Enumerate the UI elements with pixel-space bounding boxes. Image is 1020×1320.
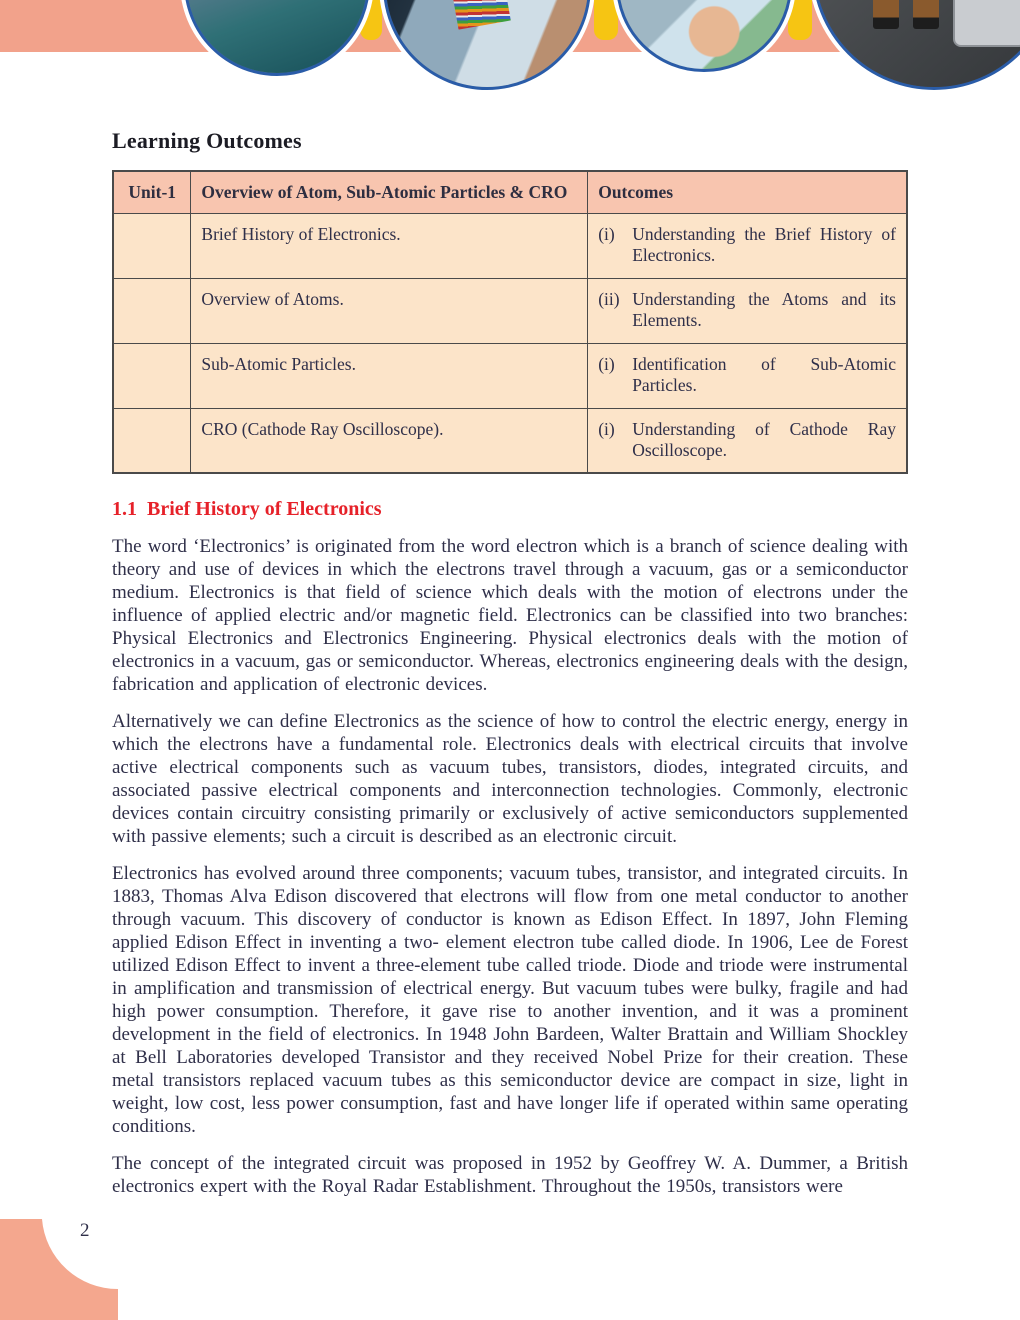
learning-outcomes-table — [112, 170, 908, 474]
yellow-ribbon-accent — [594, 0, 618, 40]
outcome-marker: (i) — [598, 223, 615, 244]
soldering-circuit-board-photo — [184, 0, 370, 76]
outcome-marker: (i) — [598, 418, 615, 439]
photo-content — [187, 0, 367, 73]
page-number: 2 — [80, 1220, 90, 1241]
table-row — [113, 408, 907, 473]
computer-pcb-testing-photo — [616, 0, 792, 72]
outcome-marker: (i) — [598, 353, 615, 374]
table-header-row — [113, 171, 907, 213]
cell-outcome — [588, 408, 907, 473]
cell-topic: Overview of Atoms. — [191, 278, 588, 343]
cell-unit — [113, 343, 191, 408]
table-row — [113, 278, 907, 343]
breadboard-jumper-wires-photo — [383, 0, 591, 90]
cell-unit — [113, 213, 191, 278]
header-cell-topic: Overview of Atom, Sub-Atomic Particles & CRO — [191, 171, 588, 213]
section-title: Brief History of Electronics — [147, 498, 382, 520]
multimeter — [953, 0, 1020, 47]
body-paragraph: The word ‘Electronics’ is originated from the word electron which is a branch of science dealing with theory and use of devices in which the electrons travel through a vacuum, gas or a semiconductor medium. Electronics is that field of science which deals with the motion of electrons under the influence of applied electric and/or magnetic field. Electronics can be classified into two branches: Physical Electronics and Electronics Engineering. Physical electronics deals with the motion of electronics in a vacuum, gas or semiconductor. Whereas, electronics engineering deals with the design, fabrication and application of electronic devices. — [112, 536, 908, 695]
outcome-text: Understanding the Brief History of Electronics. — [632, 223, 896, 265]
cell-outcome — [588, 213, 907, 278]
photo-content — [619, 0, 789, 69]
cell-topic: CRO (Cathode Ray Oscilloscope). — [191, 408, 588, 473]
body-paragraph: Alternatively we can define Electronics as the science of how to control the electric energy, energy in which the electrons have a fundamental role. Electronics deals with electrical circuits that involve active electrical components such as vacuum tubes, transistors, diodes, integrated circuits, and associated passive electrical components and interconnection technologies. Commonly, electronic devices contain circuitry consisting primarily or exclusively of active semiconductors supplemented with passive elements; such a circuit is described as an electronic circuit. — [112, 711, 908, 847]
outcome-text: Identification of Sub-Atomic Particles. — [632, 353, 896, 395]
cell-outcome — [588, 343, 907, 408]
cell-topic: Brief History of Electronics. — [191, 213, 588, 278]
header-cell-unit: Unit-1 — [113, 171, 191, 213]
outcome-marker: (ii) — [598, 288, 620, 309]
battery-9v — [873, 0, 899, 29]
outcome-text: Understanding of Cathode Ray Oscilloscope. — [632, 418, 896, 460]
cell-unit — [113, 278, 191, 343]
yellow-ribbon-accent — [788, 0, 812, 40]
section-heading — [112, 498, 908, 521]
table-row — [113, 213, 907, 278]
table-row — [113, 343, 907, 408]
header-cell-outcomes: Outcomes — [588, 171, 907, 213]
cell-outcome — [588, 278, 907, 343]
learning-outcomes-title: Learning Outcomes — [112, 128, 302, 153]
body-paragraph: The concept of the integrated circuit was proposed in 1952 by Geoffrey W. A. Dummer, a British electronics expert with the Royal Radar Establishment. Throughout the 1950s, transistors were — [112, 1153, 908, 1197]
battery-9v — [913, 0, 939, 29]
content-column — [112, 128, 908, 1198]
multimeter-batteries-photo — [812, 0, 1020, 90]
body-paragraph: Electronics has evolved around three components; vacuum tubes, transistor, and integrated circuits. In 1883, Thomas Alva Edison discovered that electrons will flow from one metal conductor to another through vacuum. This discovery of conductor is known as Edison Effect. In 1897, John Fleming applied Edison Effect in inventing a two- element electron tube called diode. In 1906, Lee de Forest utilized Edison Effect to invent a three-element tube called triode. Diode and triode were instrumental in amplification and transmission of electrical energy. But vacuum tubes were bulky, fragile and had high power consumption. Therefore, it gave rise to another invention, and it was a prominent development in the field of electronics. In 1948 John Bardeen, Walter Brattain and William Shockley at Bell Laboratories developed Transistor and they received Nobel Prize for their creation. These metal transistors replaced vacuum tubes as this semiconductor device are compact in size, light in weight, low cost, less power consumption, fast and have longer life if operated within same operating conditions. — [112, 863, 908, 1137]
corner-decoration — [0, 1213, 120, 1320]
outcome-text: Understanding the Atoms and its Elements. — [632, 288, 896, 330]
section-number: 1.1 — [112, 498, 137, 520]
cell-unit — [113, 408, 191, 473]
cell-topic: Sub-Atomic Particles. — [191, 343, 588, 408]
